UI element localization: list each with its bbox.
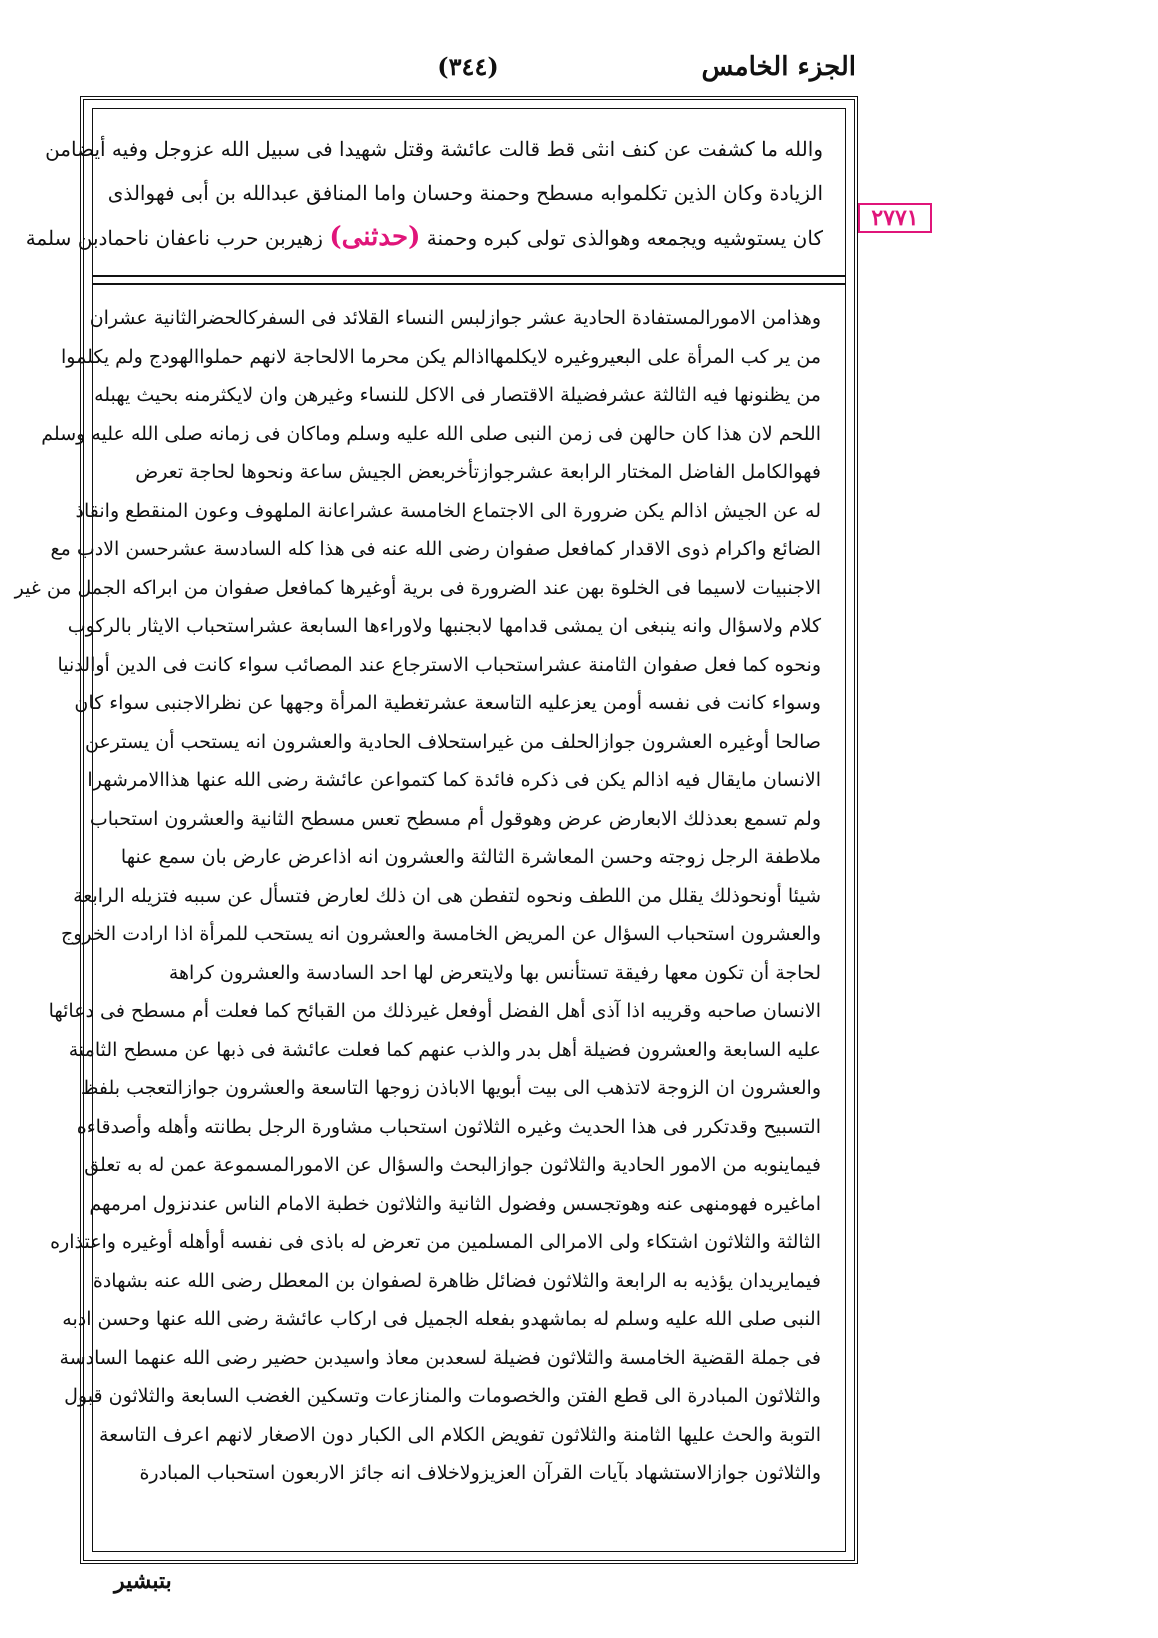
commentary-line: فيماينوبه من الامور الحادية والثلاثون جوازالبحث والسؤال عن الامورالمسموعة عمن له به تعلق [84, 1154, 821, 1176]
hadith-line-3-start: كان يستوشيه ويجمعه وهوالذى تولى كبره وحمنة [426, 226, 823, 250]
section-divider [93, 275, 845, 285]
commentary-line: والثلاثون جوازالاستشهاد بآيات القرآن العزيزولاخلاف انه جائز الاربعون استحباب المبادرة [139, 1462, 821, 1484]
commentary-line: وسواء كانت فى نفسه أومن يعزعليه التاسعة عشرتغطية المرأة وجهها عن نظرالاجنبى سواء كان [74, 692, 821, 714]
frame-inner [14, 108, 846, 1552]
commentary-block [14, 293, 845, 1551]
commentary-line: الانسان مايقال فيه اذالم يكن فى ذكره فائدة كما كتمواعن عائشة رضى الله عنها هذاالامرشهرا [87, 769, 821, 791]
page-number: (٣٤٤) [437, 52, 499, 81]
commentary-line: والثلاثون المبادرة الى قطع الفتن والخصومات والمنازعات وتسكين الغضب السابعة والثلاثون قبول [64, 1385, 821, 1407]
hadith-line-2: الزيادة وكان الذين تكلموابه مسطح وحمنة وحسان واما المنافق عبدالله بن أبى فهوالذى [107, 181, 823, 205]
commentary-line: شيئا أونحوذلك يقلل من اللطف ونحوه لتفطن هى ان ذلك لعارض فتسأل عن سببه فتزيله الرابعة [73, 884, 821, 907]
commentary-line: لحاجة أن تكون معها رفيقة تستأنس بها ولايتعرض لها احد السادسة والعشرون كراهة [168, 961, 821, 984]
commentary-line: النبى صلى الله عليه وسلم له بماشهدو بفعله الجميل فى اركاب عائشة رضى الله عنها وحسن ادبه [62, 1308, 821, 1330]
commentary-line: من ير كب المرأة على البعيروغيره لايكلمهااذالم يكن محرما الالحاجة لانهم حملواالهودج ولم يكلموا [60, 345, 821, 368]
commentary-line: فهوالكامل الفاضل المختار الرابعة عشرجوازتأخربعض الجيش ساعة ونحوها لحاجة تعرض [135, 461, 821, 483]
hadith-line-1: والله ما كشفت عن كنف انثى قط قالت عائشة وقتل شهيدا فى سبيل الله عزوجل وفيه أيضامن [45, 137, 823, 161]
hadith-number-badge: ٢٧٧١ [858, 203, 932, 233]
commentary-line: ونحوه كما فعل صفوان الثامنة عشراستحباب الاسترجاع عند المصائب سواء كانت فى الدين أوالدنيا [57, 653, 821, 676]
commentary-line: والعشرون استحباب السؤال عن المريض الخامسة والعشرون انه يستحب للمرأة اذا ارادت الخروج [60, 923, 821, 945]
commentary-line: وهذامن الامورالمستفادة الحادية عشر جوازلبس النساء القلائد فى السفركالحضرالثانية عشران [89, 307, 821, 329]
commentary-line: ولم تسمع بعدذلك الابعارض عرض وهوقول أم مسطح تعس مسطح الثانية والعشرون استحباب [89, 807, 821, 830]
commentary-line: التوبة والحث عليها الثامنة والثلاثون تفويض الكلام الى الكبار دون الاصغار لانهم اعرف التاسعة [99, 1423, 821, 1446]
commentary-line: اماغيره فهومنهى عنه وهوتجسس وفضول الثانية والثلاثون خطبة الامام الناس عندنزول امرمهم [89, 1192, 821, 1215]
catchword: بتبشير [114, 1568, 172, 1594]
hadith-line-3-end: زهيربن حرب ناعفان ناحمادبن سلمة [25, 226, 323, 250]
commentary-line: كلام ولاسؤال وانه ينبغى ان يمشى قدامها لابجنبها ولاوراءها السابعة عشراستحباب الايثار بالركوب [67, 615, 821, 637]
commentary-line: والعشرون ان الزوجة لاتذهب الى بيت أبويها الاباذن زوجها التاسعة والعشرون جوازالتعجب بلفظ [80, 1077, 821, 1099]
hadith-line-3 [25, 215, 823, 260]
commentary-line: عليه السابعة والعشرون فضيلة أهل بدر والذب عنهم كما فعلت عائشة فى ذبها عن مسطح الثامنة [68, 1038, 821, 1061]
commentary-line: الاجنبيات لاسيما فى الخلوة بهن عند الضرورة فى برية أوغيرها كمافعل صفوان من ابراكه الجمل من غير [14, 576, 821, 599]
commentary-line: اللحم لان هذا كان حالهن فى زمن النبى صلى الله عليه وسلم وماكان فى زمانه صلى الله عليه وسلم [41, 422, 821, 445]
page-frame [14, 96, 858, 1564]
volume-title: الجزء الخامس [701, 52, 856, 82]
commentary-line: من يظنونها فيه الثالثة عشرفضيلة الاقتصار فى الاكل للنساء وغيرهن وان لايكثرمنه بحيث يهبله [94, 384, 821, 406]
commentary-line: له عن الجيش اذالم يكن ضرورة الى الاجتماع الخامسة عشراعانة الملهوف وعون المنقطع وانقاذ [75, 499, 821, 522]
page-header [80, 52, 856, 92]
hadith-text-block [25, 109, 845, 275]
commentary-line: فيمايريدان يؤذيه به الرابعة والثلاثون فضائل ظاهرة لصفوان بن المعطل رضى الله عنه بشهادة [92, 1269, 821, 1292]
commentary-line: ملاطفة الرجل زوجته وحسن المعاشرة الثالثة والعشرون انه اذاعرض عارض بان سمع عنها [120, 846, 821, 868]
commentary-line: الضائع واكرام ذوى الاقدار كمافعل صفوان رضى الله عنه فى هذا كله السادسة عشرحسن الادب مع [50, 538, 821, 560]
haddathani-marker: (حدثنى) [329, 222, 421, 252]
commentary-line: الانسان صاحبه وقريبه اذا آذى أهل الفضل أوفعل غيرذلك من القبائح كما فعلت أم مسطح فى دعائها [48, 1000, 821, 1022]
commentary-line: التسبيح وقدتكرر فى هذا الحديث وغيره الثلاثون استحباب مشاورة الرجل بطانته وأهله وأصدقاءه [76, 1115, 821, 1138]
commentary-line: فى جملة القضية الخامسة والثلاثون فضيلة لسعدبن معاذ واسيدبن حضير رضى الله عنهما السادسة [59, 1346, 821, 1369]
commentary-line: صالحا أوغيره العشرون جوازالحلف من غيراستحلاف الحادية والعشرون انه يستحب أن يسترعن [84, 730, 821, 753]
commentary-line: الثالثة والثلاثون اشتكاء ولى الامرالى المسلمين من تعرض له باذى فى نفسه أوأهله أوغيره واعتذاره [50, 1231, 821, 1253]
